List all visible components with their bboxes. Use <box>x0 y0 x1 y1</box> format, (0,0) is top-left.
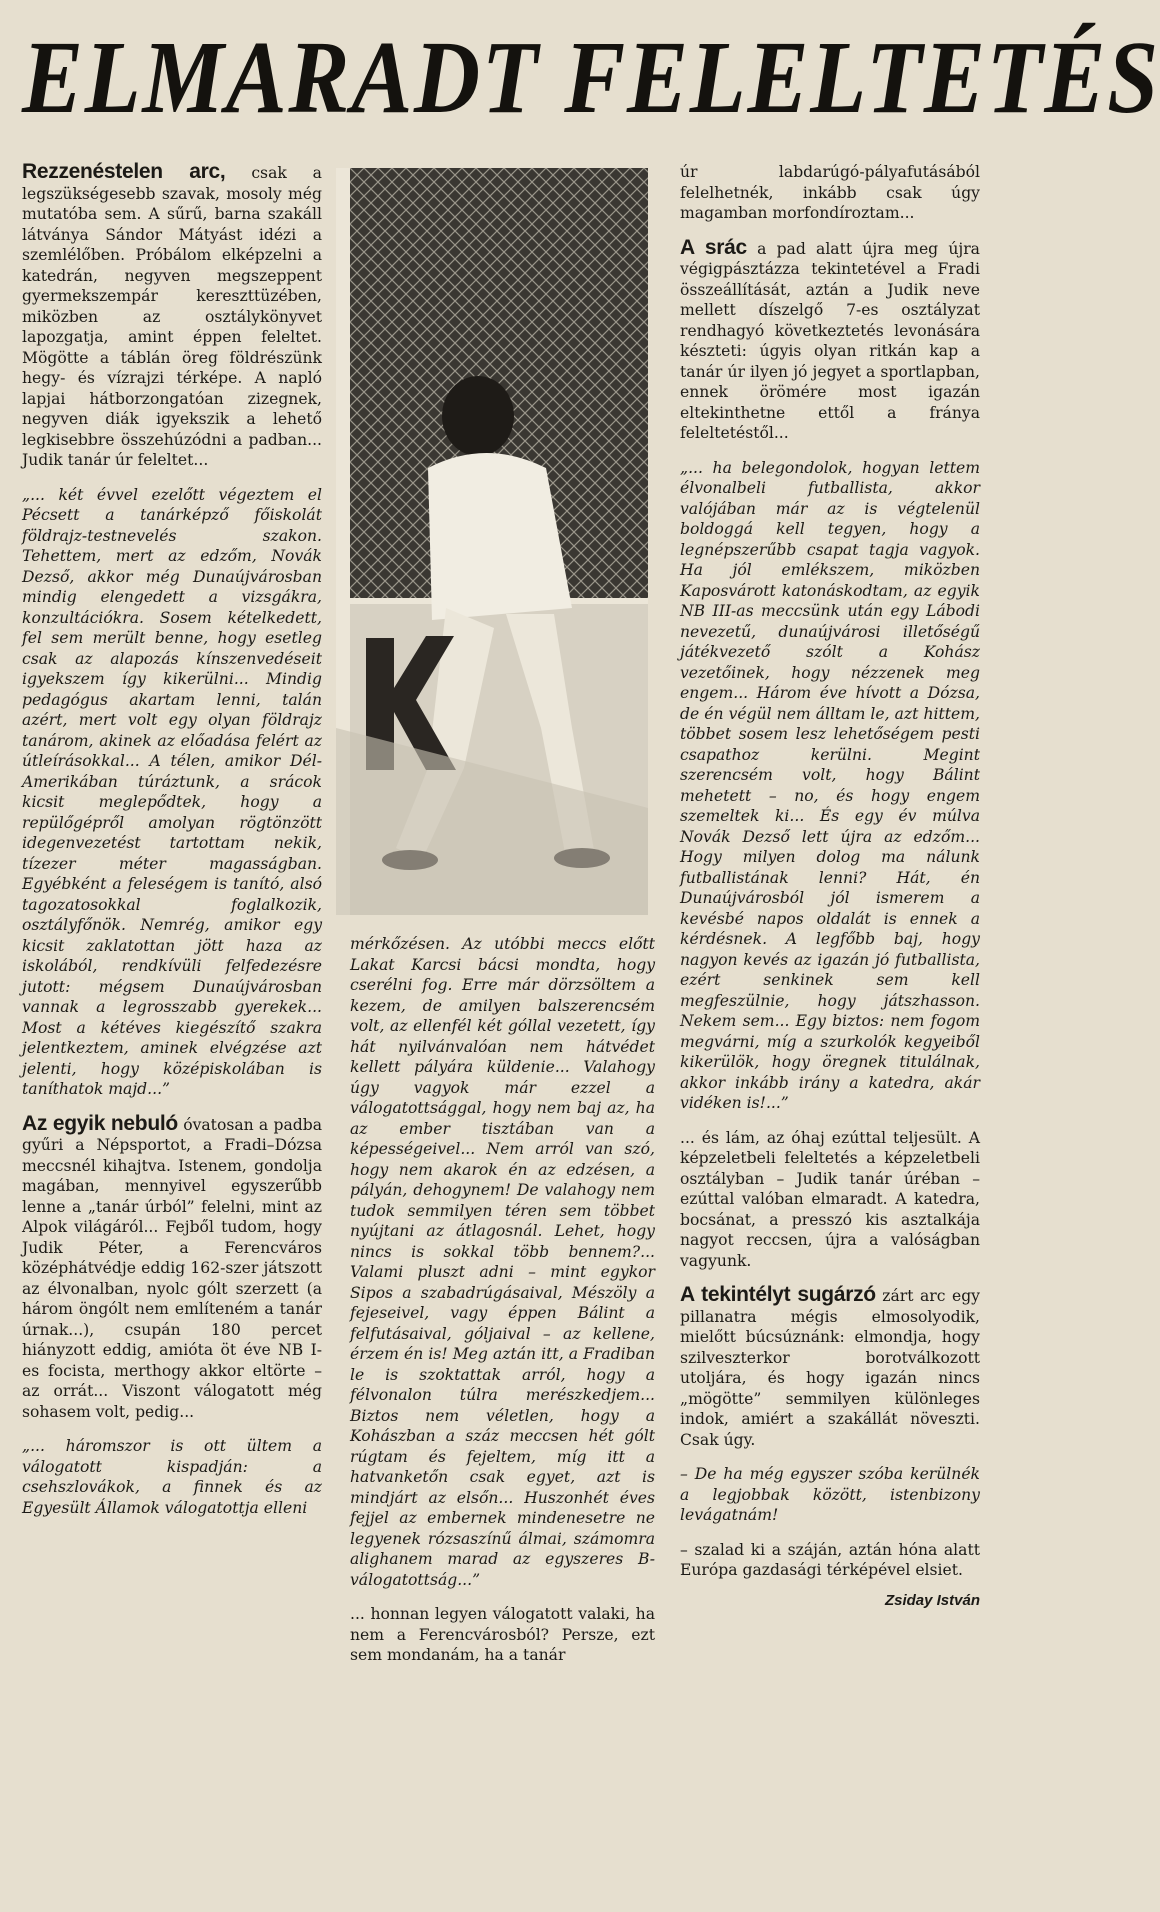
paragraph <box>22 162 322 471</box>
paragraph: ... honnan legyen válogatott valaki, ha nem a Ferencvárosból? Persze, ezt sem mondanám, ha a tanár <box>350 1605 655 1664</box>
paragraph: – szalad ki a száján, aztán hóna alatt Európa gazdasági térképével elsiet. <box>680 1540 980 1579</box>
quote-paragraph: „... ha belegondolok, hogyan lettem élvonalbeli futballista, akkor valójában már az is végtelenül boldoggá kell tegyen, hogy a legnépszerűbb csapat tagja vagyok. Ha jól emlékszem, miközben Kaposvárott katonáskodtam, az egyik NB III-as meccsünk után egy Lábodi nevezetű, dunaújvárosi illetőségű játékvezető szólt a Kohász vezetőinek, hogy nézzenek meg engem... Három éve hívott a Dózsa, de én végül nem álltam le, azt hittem, többet sosem lesz lehetőségem pesti csapathoz kerülni. Megint szerencsém volt, hogy Bálint mehetett – no, és hogy engem szemeltek ki... És egy év múlva Novák Dezső lett újra az edzőm... Hogy milyen dolog ma nálunk futballistának lenni? Hát, én Dunaújvárosból jól ismerem a kevésbé napos oldalát is ennek a kérdésnek. A legfőbb baj, hogy nagyon kevés az igazán jó futballista, ezért senkinek sem kell megfeszülnie, hogy játszhasson. Nekem sem... Egy biztos: nem fogom megvárni, míg a szurkolók kegyeiből kikerülök, hogy öregnek titulálnak, akkor inkább irány a katedra, akár vidéken is!...” <box>680 458 980 1112</box>
paragraph-text: a pad alatt újra meg újra végigpásztázza tekintetével a Fradi összeállítását, aztán a Judik neve mellett díszelgő 7-es osztályzat rendhagyó következtetés levonására készteti: úgyis olyan ritkán kap a tanár úr ilyen jó jegyet a sportlapban, ennek örömére most igazán eltekinthetne ettől a fránya feleltetéstől... <box>680 239 980 442</box>
quote-paragraph: mérkőzésen. Az utóbbi meccs előtt Lakat Karcsi bácsi mondta, hogy cserélni fog. Erre már dörzsöltem a kezem, de amilyen balszerencsém volt, az ellenfél két góllal vezetett, így hát nyilvánvalóan nem hátvédet kellett pályára küldenie... Valahogy úgy vagyok már ezzel a válogatottsággal, hogy nem baj az, ha az ember tisztában van a képességeivel... Nem arról van szó, hogy nem akarok én az edzésen, a pályán, dehogynem! De valahogy nem tudok semmilyen téren sem többet nyújtani az átlagosnál. Lehet, hogy nincs is sokkal több bennem?... Valami pluszt adni – mint egykor Sipos a szabadrúgásaival, Mészöly a fejeseivel, vagy éppen Bálint a felfutásaival, góljaival – az kellene, érzem én is! Meg aztán itt, a Fradiban le is szoktattak arról, hogy a félvonalon túlra merészkedjem... Biztos nem véletlen, hogy a Kohászban a száz meccsen hét gólt rúgtam és fejeltem, míg itt a hatvanketőn csak egyet, azt is mindjárt az elsőn... Huszonhét éves fejjel az embernek mindenesetre ne legyenek rózsaszínű álmai, számomra alighanem marad az egyszeres B-válogatottság...” <box>350 935 655 1589</box>
column-2 <box>350 934 655 1666</box>
column-1 <box>22 162 322 1518</box>
paragraph-text: zárt arc egy pillanatra mégis elmosolyodik, mielőtt búcsúznánk: elmondja, hogy szilveszterkor borotválkozott utoljára, és hogy igazán nincs „mögötte” semmilyen különleges indok, amiért a szakállát növeszti. Csak úgy. <box>680 1287 980 1449</box>
quote-paragraph: „... két évvel ezelőtt végeztem el Pécsett a tanárképző főiskolát földrajz-testnevelés szakon. Tehettem, mert az edzőm, Novák Dezső, akkor még Dunaújvárosban mindig elengedett a vizsgákra, konzultációkra. Sosem kételkedett, fel sem merült benne, hogy esetleg csak az alapozás kínszenvedéseit igyekszem így kikerülni... Mindig pedagógus akartam lenni, talán azért, mert volt egy olyan földrajz tanárom, akinek az előadása felért az útleírásokkal... A télen, amikor Dél-Amerikában túráztunk, a srácok kicsit meglepődtek, hogy a repülőgépről amolyan rögtönzött idegenvezetést tartottam nekik, tízezer méter magasságban. Egyébként a feleségem is tanító, alsó tagozatosokkal foglalkozik, osztályfőnök. Nemrég, amikor egy kicsit zaklatottan jött haza az iskolából, rendkívüli felfedezésre jutott: mégsem Dunaújvárosban vannak a legrosszabb gyerekek... Most a kétéves kiegészítő szakra jelentkeztem, aminek elvégzése azt jelenti, hogy középiskolában is taníthatok majd...” <box>22 485 322 1098</box>
byline: Zsiday István <box>884 1591 980 1609</box>
paragraph <box>22 1111 322 1423</box>
paragraph: úr labdarúgó-pályafutásából felelhetnék, inkább csak úgy magamban morfondíroztam... <box>680 163 980 222</box>
photo-image <box>336 168 648 915</box>
lead-in: Az egyik nebuló <box>22 1111 178 1135</box>
lead-in: Rezzenéstelen arc, <box>22 160 226 183</box>
paragraph: ... és lám, az óhaj ezúttal teljesült. A képzeletbeli feleltetés a képzeletbeli osztályban – Judik tanár úréban – ezúttal valóban elmaradt. A katedra, bocsánat, a presszó kis asztalkája nagyot reccsen, újra a valóságban vagyunk. <box>680 1128 980 1270</box>
paragraph-text: csak a legszükségesebb szavak, mosoly még mutatóba sem. A sűrű, barna szakáll látványa Sándor Mátyást idézi a szemlélőben. Próbálom elképzelni a katedrán, negyven megszeppent gyermekszempár kereszttüzében, miközben az osztálykönyvet lapozgatja, amint éppen feleltet. Mögötte a táblán öreg földrészünk hegy- és vízrajzi térképe. A napló lapjai hátborzongatóan zizegnek, negyven diák igyekszik a lehető legkisebbre összehúzódni a padban... Judik tanár úr feleltet... <box>22 164 322 469</box>
headline: ELMARADT FELELTETÉS <box>22 20 1160 135</box>
player-photo <box>336 168 648 915</box>
paragraph <box>680 1285 980 1450</box>
paragraph-text: óvatosan a padba gyűri a Népsportot, a Fradi–Dózsa meccsnél kihajtva. Istenem, gondolja magában, mennyivel egyszerűbb lenne a „tanár úrból” felelni, mint az Alpok világáról... Fejből tudom, hogy Judik Péter, a Ferencváros középhátvédje eddig 162-szer játszott az élvonalban, nyolc gólt szerzett (a három öngólt nem említeném a tanár úrnak...), csupán 180 percet hiányzott eddig, amióta öt éve NB I-es focista, merthogy akkor eltörte – az orrát... Viszont válogatott még sohasem volt, pedig... <box>22 1115 322 1421</box>
quote-paragraph: „... háromszor is ott ültem a válogatott kispadján: a csehszlovákok, a finnek és az Egyesült Államok válogatottja elleni <box>22 1437 322 1517</box>
lead-in: A srác <box>680 235 747 259</box>
quote-paragraph: – De ha még egyszer szóba kerülnék a legjobbak között, istenbizony levágatnám! <box>680 1465 980 1524</box>
column-3 <box>680 162 980 1611</box>
paragraph <box>680 235 980 444</box>
lead-in: A tekintélyt sugárzó <box>680 1283 876 1306</box>
